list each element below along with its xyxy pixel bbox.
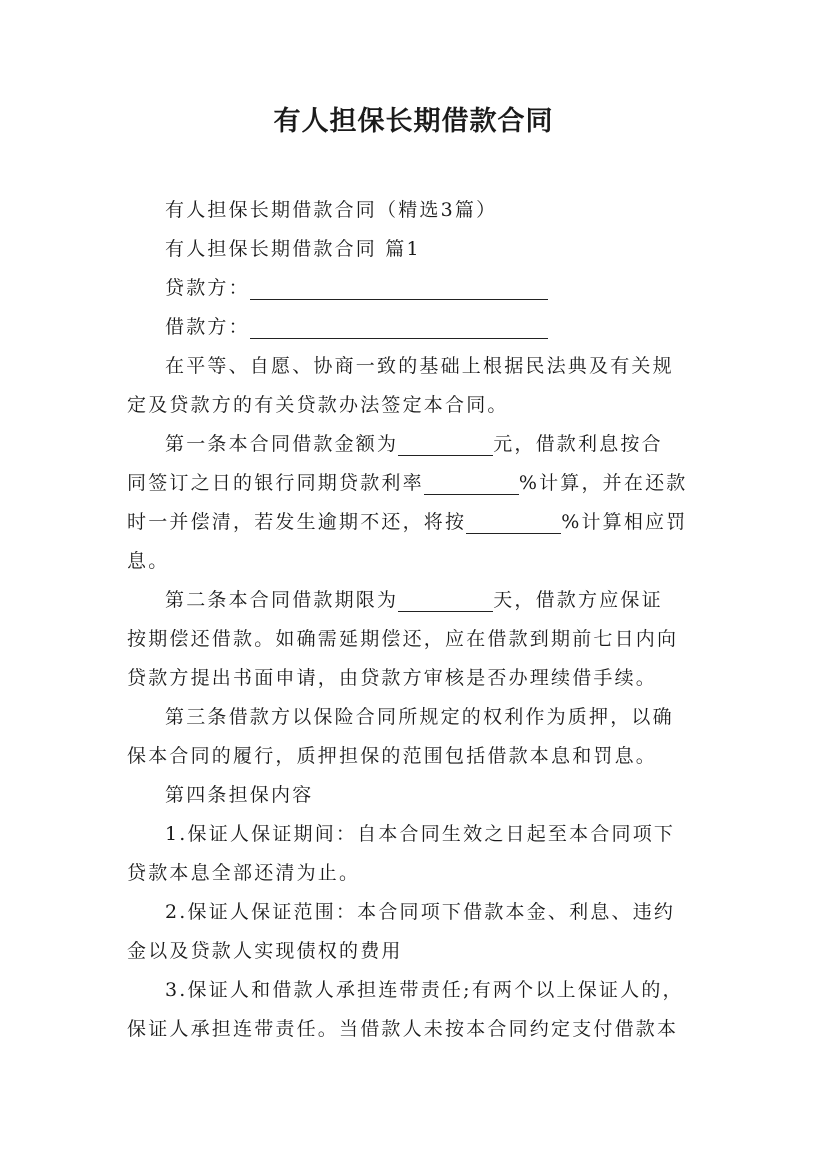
paragraph-clause-3 — [127, 971, 703, 1049]
document-body — [127, 191, 703, 1049]
paragraph-article-2 — [127, 581, 703, 698]
text-line — [127, 464, 703, 503]
text-segment: 第一条本合同借款金额为 — [165, 433, 399, 455]
text-line: 金以及贷款人实现债权的费用 — [127, 940, 403, 962]
text-line — [127, 581, 703, 620]
text-line: 保本合同的履行，质押担保的范围包括借款本息和罚息。 — [127, 745, 658, 767]
text-line: 保证人承担连带责任。当借款人未按本合同约定支付借款本 — [127, 1018, 679, 1040]
text-segment: %计算相应罚 — [561, 511, 688, 533]
paragraph-clause-1 — [127, 815, 703, 893]
text-segment: 第二条本合同借款期限为 — [165, 589, 399, 611]
paragraph-article-4: 第四条担保内容 — [165, 784, 314, 806]
paragraph-article-1 — [127, 425, 703, 581]
lender-label: 贷款方： — [165, 277, 250, 299]
text-line: 3.保证人和借款人承担连带责任;有两个以上保证人的， — [165, 979, 684, 1001]
text-line: 贷款本息全部还清为止。 — [127, 862, 361, 884]
text-line: 定及贷款方的有关贷款办法签定本合同。 — [127, 394, 509, 416]
text-line — [127, 503, 703, 542]
penalty-rate-blank — [466, 507, 561, 534]
text-segment: %计算，并在还款 — [518, 472, 688, 494]
paragraph-subtitle: 有人担保长期借款合同（精选3篇） — [165, 199, 498, 221]
paragraph-lender — [127, 269, 703, 308]
paragraph-clause-2 — [127, 893, 703, 971]
text-line: 在平等、自愿、协商一致的基础上根据民法典及有关规 — [165, 355, 674, 377]
text-line: 贷款方提出书面申请，由贷款方审核是否办理续借手续。 — [127, 667, 658, 689]
text-line: 息。 — [127, 550, 170, 572]
text-segment: 天，借款方应保证 — [493, 589, 663, 611]
text-line: 第三条借款方以保险合同所规定的权利作为质押，以确 — [165, 706, 674, 728]
lender-blank — [250, 273, 548, 300]
borrower-blank — [250, 312, 548, 339]
paragraph-section-heading: 有人担保长期借款合同 篇1 — [165, 238, 421, 260]
text-segment: 时一并偿清，若发生逾期不还，将按 — [127, 511, 467, 533]
text-line: 1.保证人保证期间：自本合同生效之日起至本合同项下 — [165, 823, 676, 845]
text-line — [127, 425, 703, 464]
paragraph-borrower — [127, 308, 703, 347]
text-segment: 元，借款利息按合 — [493, 433, 663, 455]
document-title: 有人担保长期借款合同 — [273, 106, 554, 137]
text-line: 按期偿还借款。如确需延期偿还，应在借款到期前七日内向 — [127, 628, 679, 650]
text-line: 2.保证人保证范围：本合同项下借款本金、利息、违约 — [165, 901, 676, 923]
amount-blank — [398, 429, 493, 456]
borrower-label: 借款方： — [165, 316, 250, 338]
term-blank — [398, 585, 493, 612]
paragraph-article-3 — [127, 698, 703, 776]
rate-blank — [424, 468, 519, 495]
text-segment: 同签订之日的银行同期贷款利率 — [127, 472, 424, 494]
paragraph-preamble — [127, 347, 703, 425]
